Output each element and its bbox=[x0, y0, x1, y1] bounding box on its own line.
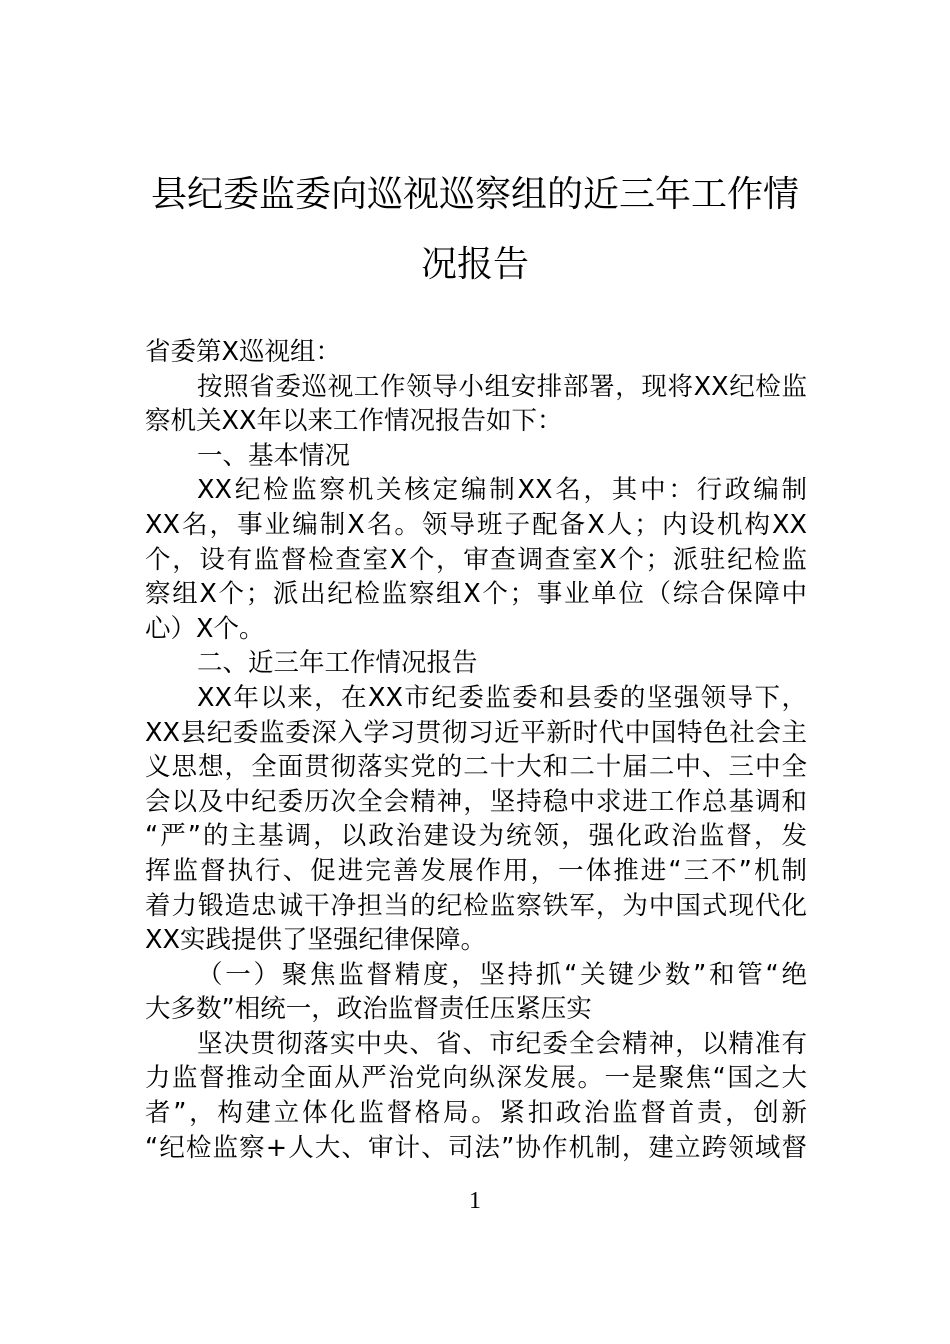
text-line: 大多数”相统一，政治监督责任压紧压实 bbox=[145, 994, 592, 1025]
text-line: 义思想，全面贯彻落实党的二十大和二十届二中、三中全 bbox=[145, 752, 807, 783]
text-line: 察机关XX年以来工作情况报告如下： bbox=[145, 406, 563, 437]
text-line: XX纪检监察机关核定编制XX名，其中：行政编制 bbox=[197, 475, 807, 506]
text-line: 个，设有监督检查室X个，审查调查室X个；派驻纪检监 bbox=[145, 544, 807, 575]
text-line: （一）聚焦监督精度，坚持抓“关键少数”和管“绝 bbox=[197, 959, 807, 990]
text-line: XX实践提供了坚强纪律保障。 bbox=[145, 925, 486, 956]
text-line: “严”的主基调，以政治建设为统领，强化政治监督，发 bbox=[145, 821, 807, 852]
text-line: 察组X个；派出纪检监察组X个；事业单位（综合保障中 bbox=[145, 579, 807, 610]
text-line: 心）X个。 bbox=[145, 613, 265, 644]
text-line: 省委第X巡视组： bbox=[145, 337, 341, 367]
text-line: “纪检监察+人大、审计、司法”协作机制，建立跨领域督 bbox=[145, 1132, 807, 1163]
text-line: XX县纪委监委深入学习贯彻习近平新时代中国特色社会主 bbox=[145, 717, 807, 748]
document-body bbox=[145, 335, 807, 1165]
text-line: 二、近三年工作情况报告 bbox=[197, 648, 478, 679]
text-line: 按照省委巡视工作领导小组安排部署，现将XX纪检监 bbox=[197, 371, 807, 402]
document-title-line-1: 县纪委监委向巡视巡察组的近三年工作情 bbox=[150, 174, 799, 215]
text-line: 挥监督执行、促进完善发展作用，一体推进“三不”机制 bbox=[145, 855, 807, 886]
text-line: 者”，构建立体化监督格局。紧扣政治监督首责，创新 bbox=[145, 1098, 807, 1129]
text-line: XX名，事业编制X名。领导班子配备X人；内设机构XX bbox=[145, 509, 807, 540]
page-number: 1 bbox=[469, 1188, 481, 1214]
text-line: XX年以来，在XX市纪委监委和县委的坚强领导下， bbox=[197, 682, 807, 713]
text-line: 着力锻造忠诚干净担当的纪检监察铁军，为中国式现代化 bbox=[145, 890, 807, 921]
document-title-line-2: 况报告 bbox=[420, 244, 529, 285]
text-line: 一、基本情况 bbox=[197, 440, 351, 471]
text-line: 力监督推动全面从严治党向纵深发展。一是聚焦“国之大 bbox=[145, 1063, 807, 1094]
text-line: 会以及中纪委历次全会精神，坚持稳中求进工作总基调和 bbox=[145, 786, 807, 817]
text-line: 坚决贯彻落实中央、省、市纪委全会精神，以精准有 bbox=[197, 1028, 807, 1059]
